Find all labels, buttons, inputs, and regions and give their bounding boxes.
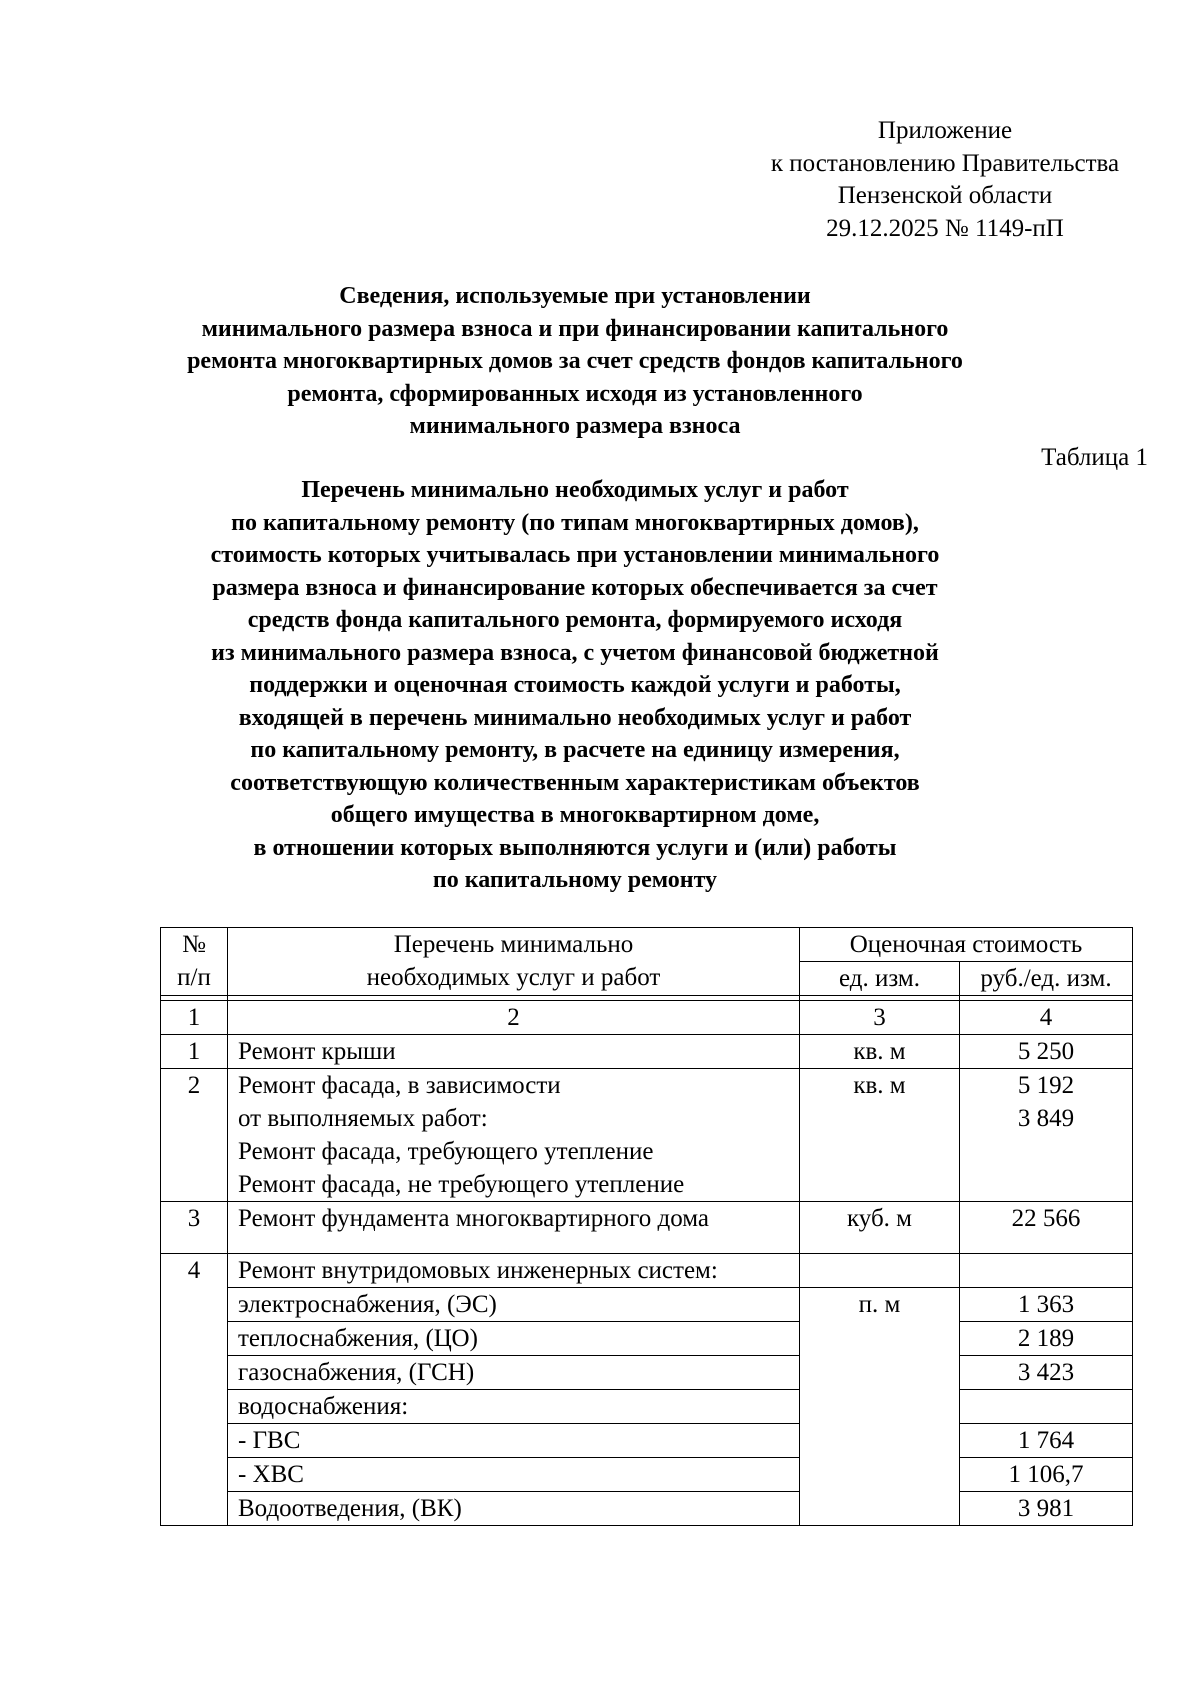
table-heading-line: в отношении которых выполняются услуги и (или) работы <box>253 834 897 861</box>
row-number: 2 <box>161 1069 228 1202</box>
header-list-line: Перечень минимально <box>393 931 634 958</box>
row-unit: кв. м <box>800 1069 960 1202</box>
subrow-name: Водоотведения, (ВК) <box>228 1492 800 1526</box>
header-price-cell: руб./ед. изм. <box>960 962 1133 996</box>
column-number-cell: 4 <box>960 1001 1133 1035</box>
subrow-price: 1 764 <box>960 1424 1133 1458</box>
header-cost-cell: Оценочная стоимость <box>800 928 1133 962</box>
appendix-resolution: к постановлению Правительства <box>770 149 1120 177</box>
heading-line: Сведения, используемые при установлении <box>339 283 811 309</box>
subrow-name: теплоснабжения, (ЦО) <box>228 1322 800 1356</box>
row-price-empty <box>960 1254 1133 1288</box>
table-row <box>161 1202 1133 1254</box>
column-number-cell: 2 <box>228 1001 800 1035</box>
subrow-price: 1 363 <box>960 1288 1133 1322</box>
table-subrow <box>161 1390 1133 1424</box>
header-number-cell <box>161 928 228 996</box>
table-heading-line: размера взноса и финансирование которых обеспечивается за счет <box>212 574 938 601</box>
table-header-row <box>161 928 1133 962</box>
table-subrow <box>161 1458 1133 1492</box>
row-name: Ремонт крыши <box>228 1035 800 1069</box>
row-number: 3 <box>161 1202 228 1254</box>
subrow-name: газоснабжения, (ГСН) <box>228 1356 800 1390</box>
table-heading-line: по капитальному ремонту (по типам многоквартирных домов), <box>231 509 919 536</box>
header-number-line: п/п <box>177 964 211 991</box>
table-heading-line: соответствующую количественным характеристикам объектов <box>230 769 920 796</box>
table-heading-line: средств фонда капитального ремонта, формируемого исходя <box>247 607 903 633</box>
row-name <box>228 1069 800 1202</box>
row-name-line: от выполняемых работ: <box>238 1105 488 1132</box>
table-subrow <box>161 1424 1133 1458</box>
table-subrow <box>161 1492 1133 1526</box>
column-number-cell: 3 <box>800 1001 960 1035</box>
row-unit: куб. м <box>800 1202 960 1254</box>
table-heading-line: поддержки и оценочная стоимость каждой услуги и работы, <box>249 672 901 698</box>
row-name-line: Ремонт фасада, в зависимости <box>238 1072 561 1099</box>
row-name-line: Ремонт фасада, не требующего утепление <box>238 1171 685 1198</box>
row-number: 4 <box>161 1254 228 1526</box>
cost-table <box>160 927 1133 1526</box>
subrow-name: электроснабжения, (ЭС) <box>228 1288 800 1322</box>
document-heading <box>150 280 1000 443</box>
heading-line: ремонта, сформированных исходя из установленного <box>287 380 863 407</box>
table-heading-line: входящей в перечень минимально необходимых услуг и работ <box>238 704 912 731</box>
row-price-line: 5 192 <box>1017 1072 1075 1099</box>
table-row <box>161 1035 1133 1069</box>
header-unit-cell: ед. изм. <box>800 962 960 996</box>
row-price: 5 250 <box>960 1035 1133 1069</box>
row-unit: п. м <box>800 1288 960 1526</box>
table-heading-line: Перечень минимально необходимых услуг и работ <box>301 477 849 503</box>
subrow-price <box>960 1390 1133 1424</box>
header-list-cell <box>228 928 800 996</box>
row-name: Ремонт внутридомовых инженерных систем: <box>228 1254 800 1288</box>
table-row <box>161 1069 1133 1202</box>
subrow-price: 3 423 <box>960 1356 1133 1390</box>
table-heading <box>150 474 1000 897</box>
heading-line: ремонта многоквартирных домов за счет средств фондов капитального <box>187 348 963 374</box>
column-number-row <box>161 1001 1133 1035</box>
column-number-cell: 1 <box>161 1001 228 1035</box>
table-heading-line: из минимального размера взноса, с учетом финансовой бюджетной <box>211 639 939 666</box>
subrow-price: 3 981 <box>960 1492 1133 1526</box>
table-label: Таблица 1 <box>1041 444 1148 471</box>
subrow-name: - ГВС <box>228 1424 800 1458</box>
table-heading-line: общего имущества в многоквартирном доме, <box>330 802 820 828</box>
header-number-line: № <box>182 931 206 958</box>
row-price: 22 566 <box>960 1202 1133 1254</box>
row-price <box>960 1069 1133 1202</box>
table-row <box>161 1254 1133 1288</box>
subrow-price: 1 106,7 <box>960 1458 1133 1492</box>
heading-line: минимального размера взноса и при финансировании капитального <box>201 315 949 342</box>
row-unit: кв. м <box>800 1035 960 1069</box>
appendix-date-number: 29.12.2025 № 1149-пП <box>826 214 1064 242</box>
appendix-title: Приложение <box>877 117 1013 144</box>
row-price-line: 3 849 <box>1017 1105 1075 1132</box>
table-heading-line: стоимость которых учитывалась при установлении минимального <box>210 542 940 568</box>
subrow-price: 2 189 <box>960 1322 1133 1356</box>
table-subrow <box>161 1288 1133 1322</box>
table-heading-line: по капитальному ремонту, в расчете на единицу измерения, <box>250 737 900 763</box>
table-subrow <box>161 1322 1133 1356</box>
table-subrow <box>161 1356 1133 1390</box>
table-heading-line: по капитальному ремонту <box>432 867 718 893</box>
header-list-line: необходимых услуг и работ <box>366 964 661 991</box>
appendix-region: Пензенской области <box>837 182 1053 209</box>
appendix-block <box>735 115 1155 245</box>
heading-line: минимального размера взноса <box>409 413 741 439</box>
row-number: 1 <box>161 1035 228 1069</box>
row-name-line: Ремонт фасада, требующего утепление <box>238 1138 654 1165</box>
row-name: Ремонт фундамента многоквартирного дома <box>228 1202 800 1254</box>
subrow-name: - ХВС <box>228 1458 800 1492</box>
row-unit-empty <box>800 1254 960 1288</box>
subrow-name: водоснабжения: <box>228 1390 800 1424</box>
